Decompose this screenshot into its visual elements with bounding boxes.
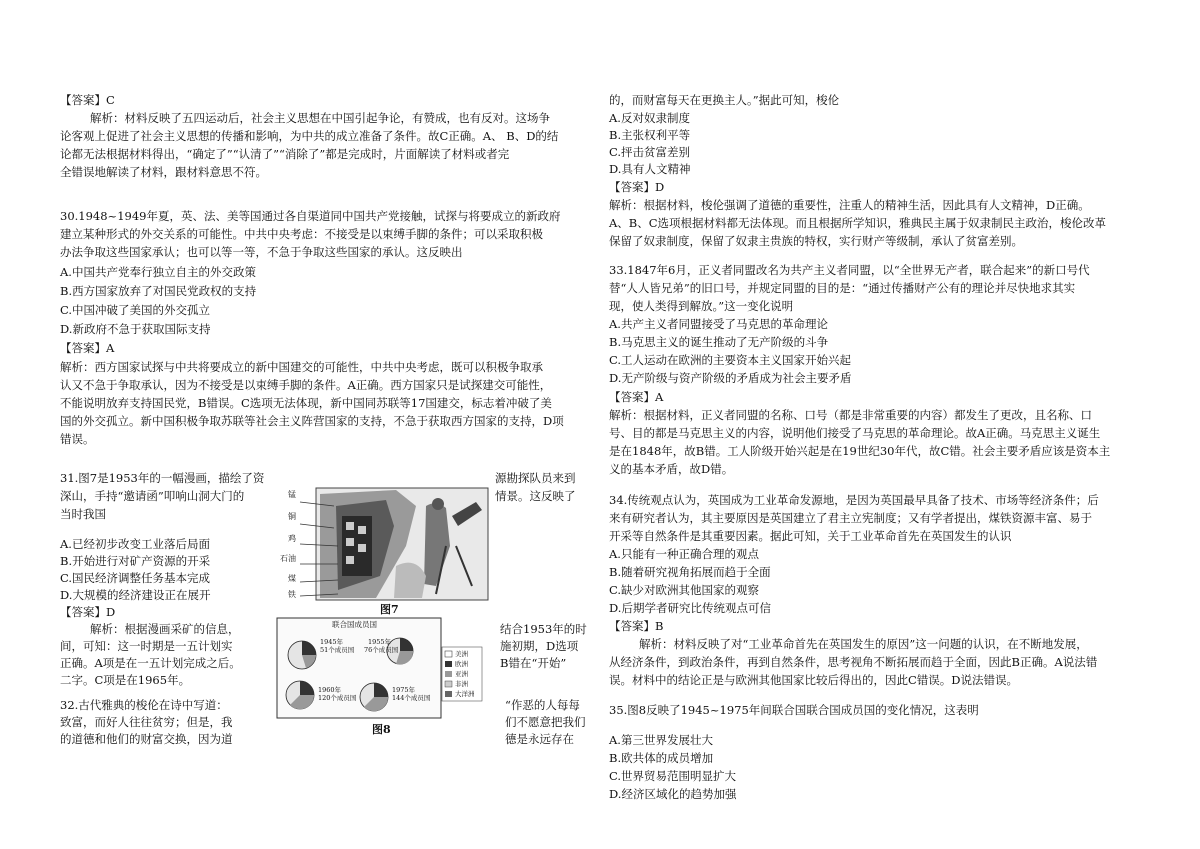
q29-analysis-line: 论客观上促进了社会主义思想的传播和影响，为中共的成立准备了条件。故C正确。A、 B、D的结 [60,129,559,143]
q34-analysis-line: 误。材料中的结论正是与欧洲其他国家比较后得出的，因此C错误。D说法错误。 [609,673,1019,687]
q30-answer: 【答案】A [60,341,115,355]
q35-stem: 35.图8反映了1945~1975年间联合国联合国成员国的变化情况，这表明 [609,703,979,717]
q32-stem-right: “作恶的人每每 [505,698,580,712]
q30-option-b: B.西方国家放弃了对国民党政权的支持 [60,284,257,298]
q33-stem: 替“人人皆兄弟”的旧口号，并规定同盟的目的是：“通过传播财产公有的理论并尽快地求其实 [609,281,1076,295]
q29-analysis-line: 论都无法根据材料得出，“确定了”“认清了”“消除了”都是完成时，片面解读了材料或者完 [60,147,510,161]
q32-answer: 【答案】D [609,180,665,194]
q32-option-a: A.反对奴隶制度 [609,111,690,125]
q31-analysis-line: 间，可知：这一时期是一五计划实 [60,639,233,653]
q31-stem-right: 源勘探队员来到 [495,471,576,485]
q29-answer: 【答案】C [60,93,115,107]
pie-1945 [288,641,316,669]
figure-7-cartoon [276,486,492,614]
q31-answer: 【答案】D [60,605,116,619]
cartoon-label: 鸡 [288,534,296,543]
pie-year: 1975年 [392,686,416,694]
q33-analysis-line: 义的基本矛盾，故D错。 [609,462,734,476]
q32-analysis-line: 解析：根据材料，梭伦强调了道德的重要性，注重人的精神生活，因此具有人文精神，D正确。 [609,198,1090,212]
pie-count: 51个成员国 [320,646,355,654]
cartoon-label: 铜 [288,512,296,521]
cartoon-label: 锰 [288,490,296,499]
legend-item: 大洋洲 [455,690,475,698]
q32-stem: 的道德和他们的财富交换，因为道 [60,732,233,746]
q33-stem: 现，使人类得到解放。”这一变化说明 [609,299,794,313]
q31-analysis-right: 结合1953年的时 [500,622,587,636]
q34-stem: 开采等自然条件是其重要因素。据此可知，关于工业革命首先在英国发生的认识 [609,529,1012,543]
figure-8-caption: 图8 [372,723,391,736]
q31-analysis-line: 解析：根据漫画采矿的信息， [90,622,240,636]
q34-stem: 34.传统观点认为，英国成为工业革命发源地，是因为英国最早具备了技术、市场等经济条件；后 [609,493,1099,507]
q29-analysis-line: 全错误地解读了材料，跟材料意思不符。 [60,165,267,179]
q31-analysis-line: 二字。C项是在1965年。 [60,673,191,687]
q32-stem: 致富，而好人往往贫穷；但是，我 [60,715,233,729]
q33-option-c: C.工人运动在欧洲的主要资本主义国家开始兴起 [609,353,852,367]
q34-analysis-line: 解析：材料反映了对“工业革命首先在英国发生的原因”这一问题的认识，在不断地发展， [639,637,1088,651]
q31-analysis-line: 正确。A项是在一五计划完成之后。 [60,656,241,670]
q32-analysis-line: 保留了奴隶制度，保留了奴隶主贵族的特权，实行财产等级制，承认了贫富差别。 [609,234,1023,248]
q33-analysis-line: 是在1848年，故B错。工人阶级开始兴起是在19世纪30年代，故C错。社会主要矛盾应该是资本主 [609,444,1111,458]
legend-item: 非洲 [455,680,468,688]
pie-1975 [360,683,388,711]
figure-7-caption: 图7 [380,603,399,616]
q31-stem-right: 情景。这反映了 [495,489,576,503]
q34-analysis-line: 从经济条件，到政治条件，再到自然条件，思考视角不断拓展而趋于全面，因此B正确。A说法错 [609,655,1098,669]
q30-analysis-line: 认又不急于争取承认，因为不接受是以束缚手脚的条件。A正确。西方国家只是试探建交可能性， [60,378,552,392]
legend-item: 美洲 [455,650,468,658]
q33-analysis-line: 解析：根据材料，正义者同盟的名称、口号（都是非常重要的内容）都发生了更改，且名称、口 [609,408,1092,422]
q30-analysis-line: 解析：西方国家试探与中共将要成立的新中国建交的可能性，中共中央考虑，既可以积极争取承 [60,360,543,374]
q30-stem: 办法争取这些国家承认；也可以等一等，不急于争取这些国家的承认。这反映出 [60,245,463,259]
pie-year: 1955年 [368,638,392,646]
q30-stem: 30.1948~1949年夏，英、法、美等国通过各自渠道同中国共产党接触，试探与将要成立的新政府 [60,209,561,223]
q33-analysis-line: 号、目的都是马克思主义的内容，说明他们接受了马克思的革命理论。故A正确。马克思主义诞生 [609,426,1101,440]
q35-option-a: A.第三世界发展壮大 [609,733,713,747]
q30-option-c: C.中国冲破了美国的外交孤立 [60,303,211,317]
q31-stem: 31.图7是1953年的一幅漫画，描绘了资 [60,471,265,485]
q32-option-b: B.主张权利平等 [609,128,691,142]
cartoon-illustration [276,486,492,614]
q30-analysis-line: 国的外交孤立。新中国积极争取苏联等社会主义阵营国家的支持，不急于获取西方国家的支持，D项 [60,414,564,428]
pie-1960 [286,681,314,709]
q33-stem: 33.1847年6月，正义者同盟改名为共产主义者同盟，以“全世界无产者，联合起来”的新口号代 [609,263,1090,277]
q31-analysis-right: 施初期，D选项 [500,639,579,653]
q35-option-d: D.经济区域化的趋势加强 [609,787,737,801]
q34-option-c: C.缺少对欧洲其他国家的观察 [609,583,760,597]
pie-count: 120个成员国 [318,694,357,702]
q31-stem: 当时我国 [60,507,106,521]
q35-option-b: B.欧共体的成员增加 [609,751,714,765]
q30-option-d: D.新政府不急于获取国际支持 [60,322,211,336]
pie-year: 1960年 [318,686,342,694]
pie-year: 1945年 [320,638,344,646]
cartoon-label: 石油 [280,554,296,563]
q30-stem: 建立某种形式的外交关系的可能性。中共中央考虑：不接受是以束缚手脚的条件；可以采取积极 [60,227,543,241]
q34-answer: 【答案】B [609,619,664,633]
legend-item: 亚洲 [455,670,468,678]
q31-stem: 深山，手持“邀请函”叩响山洞大门的 [60,489,245,503]
q31-analysis-right: B错在“开始” [500,656,567,670]
q32-stem-cont: 的，而财富每天在更换主人。”据此可知，梭伦 [609,93,840,107]
q32-stem-right: 德是永远存在 [505,732,574,746]
pie-count: 76个成员国 [364,646,399,654]
q31-option-c: C.国民经济调整任务基本完成 [60,571,211,585]
cartoon-label: 煤 [288,574,296,583]
q34-option-a: A.只能有一种正确合理的观点 [609,547,759,561]
q33-option-d: D.无产阶级与资产阶级的矛盾成为社会主要矛盾 [609,371,852,385]
q31-option-b: B.开始进行对矿产资源的开采 [60,554,211,568]
q35-option-c: C.世界贸易范围明显扩大 [609,769,737,783]
figure-8-chart [276,617,486,735]
pie-count: 144个成员国 [392,694,431,702]
q31-option-d: D.大规模的经济建设正在展开 [60,588,211,602]
q32-analysis-line: A、B、C选项根据材料都无法体现。而且根据所学知识，雅典民主属于奴隶制民主政治，梭伦改革 [609,216,1107,230]
q33-option-b: B.马克思主义的诞生推动了无产阶级的斗争 [609,335,829,349]
q34-stem: 来有研究者认为，其主要原因是英国建立了君主立宪制度；又有学者提出，煤铁资源丰富、易于 [609,511,1092,525]
q33-option-a: A.共产主义者同盟接受了马克思的革命理论 [609,317,828,331]
q34-option-b: B.随着研究视角拓展而趋于全面 [609,565,771,579]
cartoon-label: 铁 [288,590,296,599]
q33-answer: 【答案】A [609,390,664,404]
q30-option-a: A.中国共产党奉行独立自主的外交政策 [60,265,256,279]
q34-option-d: D.后期学者研究比传统观点可信 [609,601,771,615]
q32-option-d: D.具有人文精神 [609,162,691,176]
q32-stem-right: 们不愿意把我们 [505,715,586,729]
q30-analysis-line: 不能说明放弃支持国民党，B错误。C选项无法体现，新中国同苏联等17国建交，标志着冲破了美 [60,396,552,410]
legend-item: 欧洲 [455,660,468,668]
chart-title: 联合国成员国 [332,620,377,629]
q32-stem: 32.古代雅典的梭伦在诗中写道： [60,698,228,712]
q32-option-c: C.抨击贫富差别 [609,145,691,159]
q31-option-a: A.已经初步改变工业落后局面 [60,537,210,551]
q30-analysis-line: 错误。 [60,432,95,446]
q29-analysis-line: 解析：材料反映了五四运动后，社会主义思想在中国引起争论，有赞成，也有反对。这场争 [90,111,550,125]
